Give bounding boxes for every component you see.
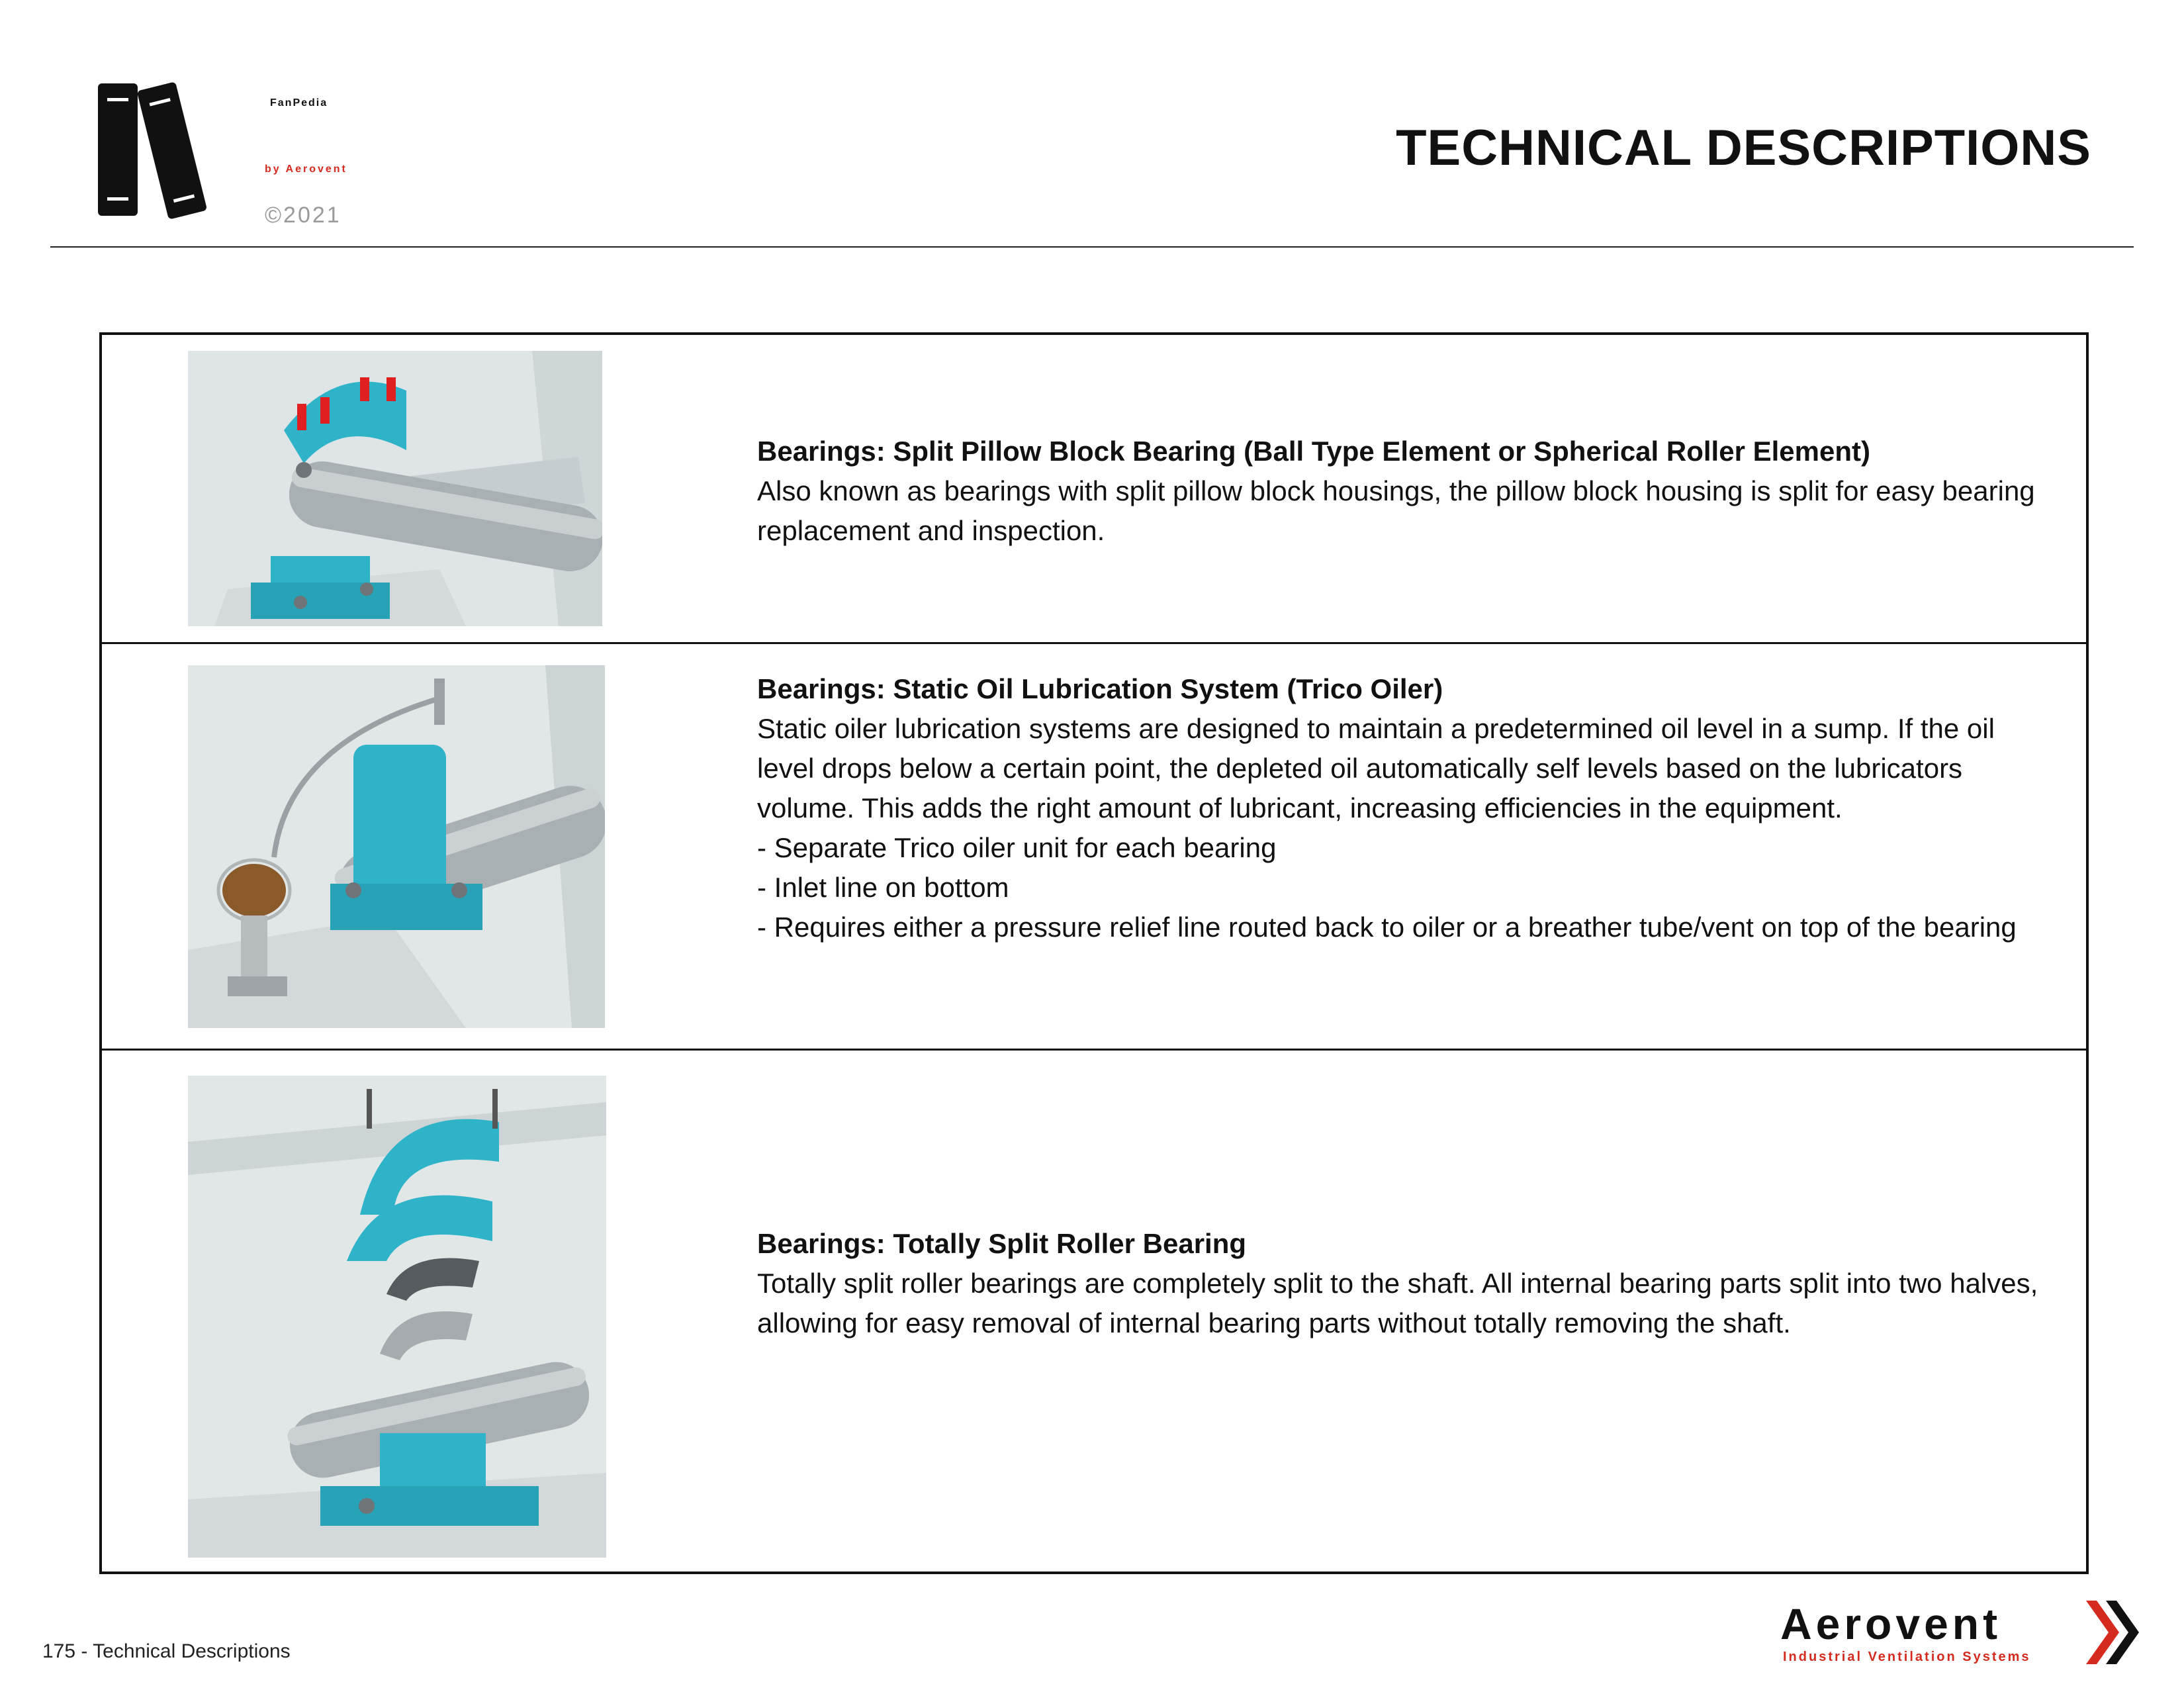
item-title: Bearings: Split Pillow Block Bearing (Ball Type Element or Spherical Roller Element) xyxy=(757,436,1870,467)
list-item: - Inlet line on bottom xyxy=(757,872,1009,903)
logo-title: FanPedia xyxy=(270,97,328,109)
double-chevron-icon xyxy=(2086,1601,2142,1664)
table-row xyxy=(102,642,2086,1049)
item-body: Totally split roller bearings are completely split to the shaft. All internal bearing parts split into two halves, allowing for easy removal of internal bearing parts without totally removing the shaft. xyxy=(757,1268,2038,1338)
description-table xyxy=(99,332,2089,1574)
item-title: Bearings: Static Oil Lubrication System (Trico Oiler) xyxy=(757,673,1443,704)
brand-tagline: Industrial Ventilation Systems xyxy=(1783,1650,2031,1664)
item-body: Static oiler lubrication systems are designed to maintain a predetermined oil level in a sump. If the oil level drops below a certain point, the depleted oil automatically self levels based on the lubricators volume. This adds the right amount of lubricant, increasing efficiencies in the equipment. xyxy=(757,713,1995,823)
split-pillow-block-illustration xyxy=(188,351,602,626)
item-description xyxy=(757,432,2054,551)
trico-oiler-illustration xyxy=(188,665,605,1028)
item-title: Bearings: Totally Split Roller Bearing xyxy=(757,1228,1247,1259)
table-row xyxy=(102,335,2086,642)
item-description xyxy=(757,669,2054,947)
page-title: TECHNICAL DESCRIPTIONS xyxy=(1396,120,2091,176)
header-divider xyxy=(50,246,2134,248)
list-item: - Separate Trico oiler unit for each bearing xyxy=(757,832,1277,863)
page-number-label: 175 - Technical Descriptions xyxy=(42,1640,291,1662)
table-row xyxy=(102,1049,2086,1571)
books-logo-icon xyxy=(98,78,237,224)
logo-copyright: ©2021 xyxy=(265,203,341,228)
brand-logo-text: Aerovent xyxy=(1780,1599,2002,1648)
item-description xyxy=(757,1224,2054,1343)
logo-subtitle: by Aerovent xyxy=(265,164,347,175)
list-item: - Requires either a pressure relief line routed back to oiler or a breather tube/vent on top of the bearing xyxy=(757,912,2017,943)
item-body: Also known as bearings with split pillow block housings, the pillow block housing is split for easy bearing replacement and inspection. xyxy=(757,475,2035,546)
split-roller-bearing-illustration xyxy=(188,1076,606,1558)
